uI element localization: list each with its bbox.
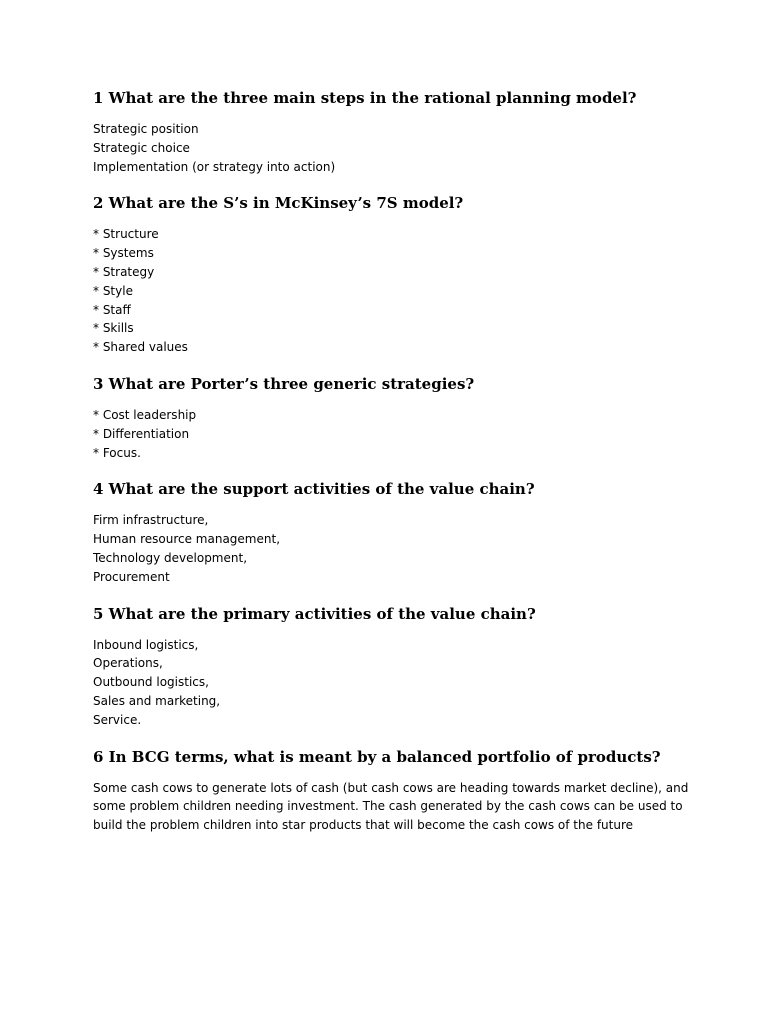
answer-line: Human resource management, [93, 532, 281, 547]
answer-line: Implementation (or strategy into action) [93, 159, 336, 174]
question-heading: 3 What are Porter’s three generic strategies? [93, 374, 475, 393]
answer-line: Inbound logistics, [93, 637, 199, 652]
question-heading: 4 What are the support activities of the value chain? [93, 480, 535, 499]
answer-line: Technology development, [93, 550, 248, 565]
paragraph-line: build the problem children into star products that will become the cash cows of the future [93, 818, 634, 833]
answer-line: * Systems [93, 246, 154, 261]
paragraph-line: Some cash cows to generate lots of cash (but cash cows are heading towards market decline), and [93, 780, 689, 795]
answer-line: Procurement [93, 569, 170, 584]
question-heading: 1 What are the three main steps in the rational planning model? [93, 89, 637, 107]
answer-line: Outbound logistics, [93, 675, 209, 690]
answer-list [93, 511, 693, 586]
answer-list [93, 225, 693, 357]
question-heading: 2 What are the S’s in McKinsey’s 7S model? [93, 194, 464, 213]
section-4 [93, 479, 693, 586]
answer-line: * Style [93, 283, 133, 298]
answer-line: * Cost leadership [93, 407, 197, 422]
answer-line: Strategic position [93, 122, 199, 136]
answer-list [93, 406, 693, 462]
section-2 [93, 193, 693, 357]
answer-list [93, 636, 693, 730]
answer-line: Strategic choice [93, 140, 190, 155]
section-5 [93, 604, 693, 730]
answer-line: * Staff [93, 302, 131, 317]
answer-line: * Strategy [93, 264, 155, 279]
answer-line: * Focus. [93, 445, 141, 460]
paragraph-line: some problem children needing investment. The cash generated by the cash cows can be used to [93, 799, 683, 814]
document-page [93, 88, 693, 852]
question-heading: 6 In BCG terms, what is meant by a balanced portfolio of products? [93, 747, 661, 766]
answer-line: Firm infrastructure, [93, 513, 209, 528]
answer-line: * Skills [93, 321, 134, 336]
answer-list [93, 120, 693, 176]
answer-line: Service. [93, 712, 142, 727]
section-1 [93, 88, 693, 176]
section-3 [93, 374, 693, 462]
answer-line: * Differentiation [93, 426, 190, 441]
answer-line: * Shared values [93, 340, 188, 355]
answer-paragraph [93, 779, 693, 835]
section-6 [93, 747, 693, 835]
question-heading: 5 What are the primary activities of the value chain? [93, 604, 536, 623]
answer-line: Operations, [93, 656, 163, 671]
answer-line: * Structure [93, 227, 159, 242]
answer-line: Sales and marketing, [93, 693, 221, 708]
